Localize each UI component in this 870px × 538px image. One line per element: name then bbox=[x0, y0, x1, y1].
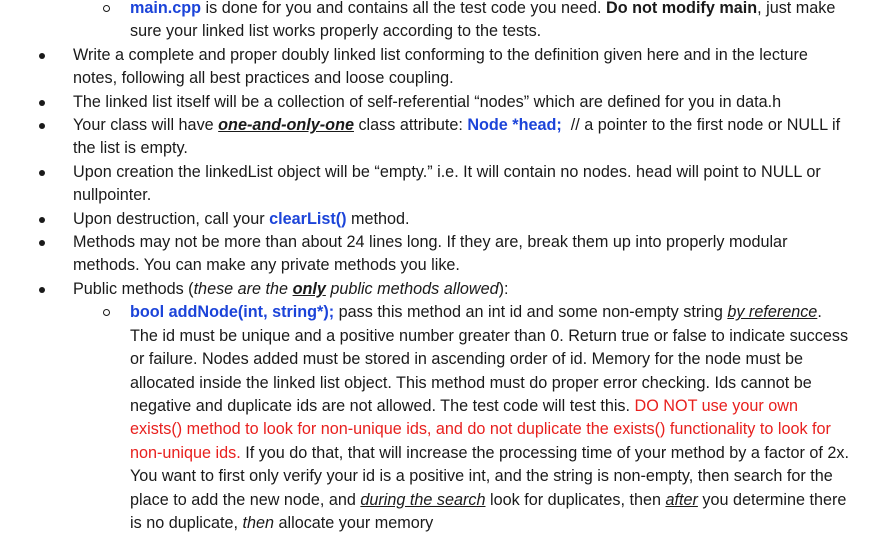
bullet-icon bbox=[39, 100, 45, 106]
bullet-item-nodes: The linked list itself will be a collection of self-referential “nodes” which are defined for you in data.h bbox=[0, 91, 870, 114]
sub-item-main-cpp: main.cpp is done for you and contains all the test code you need. Do not modify main, just make sure your linked list works properly according to the tests. bbox=[0, 0, 870, 44]
code-main-cpp: main.cpp bbox=[130, 0, 202, 17]
sub-item-addnode: bool addNode(int, string*); pass this method an int id and some non-empty string by reference. The id must be unique and a positive number greater than 0. Return true or false to indicate success or failure. Nodes added must be stored in ascending order of id. Memory for the node must be allocated inside the linked list object. This method must do proper error checking. Ids cannot be negative and duplicate ids are not allowed. The test code will test this. DO NOT use your own exists() method to look for non-unique ids, and do not duplicate the exists() functionality to look for non-unique ids. If you do that, that will increase the processing time of your method by a factor of 2x. You want to first only verify your id is a positive int, and the string is non-empty, then search for the place to add the new node, and during the search look for duplicates, then after you determine there is no duplicate, then allocate your memory bbox=[0, 301, 870, 535]
hollow-bullet-icon bbox=[103, 5, 110, 12]
bullet-icon bbox=[39, 123, 45, 129]
bullet-icon bbox=[39, 53, 45, 59]
code-clearlist: clearList() bbox=[269, 209, 347, 228]
warning-text: DO NOT use your own exists() method to look for non-unique ids, and do not duplicate the exists() functionality to look for non-unique ids. bbox=[130, 396, 831, 462]
bullet-icon bbox=[39, 287, 45, 293]
hollow-bullet-icon bbox=[103, 309, 110, 316]
bullet-icon bbox=[39, 240, 45, 246]
code-node-head: Node *head; bbox=[467, 116, 562, 135]
bullet-item-method-length: Methods may not be more than about 24 lines long. If they are, break them up into properly modular methods. You can make any private methods you like. bbox=[0, 231, 870, 278]
bullet-item-public-methods: Public methods (these are the only public methods allowed): bbox=[0, 278, 870, 301]
bullet-item-destruction: Upon destruction, call your clearList() method. bbox=[0, 208, 870, 231]
bullet-item-class-attribute: Your class will have one-and-only-one class attribute: Node *head; // a pointer to the first node or NULL if the list is empty. bbox=[0, 114, 870, 161]
bullet-item-creation: Upon creation the linkedList object will be “empty.” i.e. It will contain no nodes. head will point to NULL or nullpointer. bbox=[0, 161, 870, 208]
bullet-icon bbox=[39, 217, 45, 223]
bullet-icon bbox=[39, 170, 45, 176]
bullet-item-linked-list: Write a complete and proper doubly linked list conforming to the definition given here and in the lecture notes, following all best practices and loose coupling. bbox=[0, 44, 870, 91]
code-addnode: bool addNode(int, string*); bbox=[130, 303, 335, 322]
